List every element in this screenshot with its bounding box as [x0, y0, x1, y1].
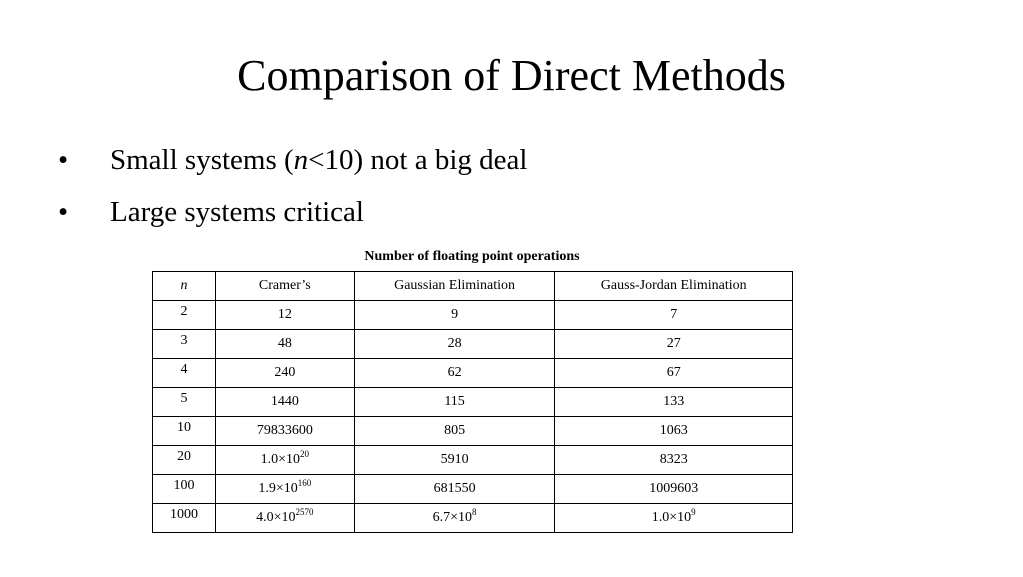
- cell-value: 7: [670, 307, 678, 322]
- cell-n: 1000: [153, 504, 216, 533]
- table-row: [153, 417, 793, 446]
- cell-gauss-jordan: [555, 417, 793, 446]
- cell-cramer: [215, 417, 354, 446]
- cell-value: 28: [447, 336, 462, 351]
- cell-cramer: [215, 301, 354, 330]
- cell-gauss-jordan: [555, 330, 793, 359]
- cell-gaussian: [354, 301, 555, 330]
- cell-n: 10: [153, 417, 216, 446]
- cell-value: 62: [447, 365, 462, 380]
- flops-table: [152, 271, 793, 533]
- cell-value: 1.0×10: [651, 510, 692, 525]
- cell-cramer: [215, 388, 354, 417]
- cell-gauss-jordan: [555, 301, 793, 330]
- cell-value: 9: [451, 307, 459, 322]
- cell-cramer: [215, 359, 354, 388]
- cell-value: 27: [666, 336, 681, 351]
- header-cramer: Cramer’s: [215, 272, 354, 301]
- cell-n: 3: [153, 330, 216, 359]
- cell-gaussian: [354, 417, 555, 446]
- cell-gauss-jordan: [555, 359, 793, 388]
- cell-gaussian: [354, 330, 555, 359]
- bullet-list: [58, 142, 527, 246]
- table-row: [153, 475, 793, 504]
- cell-n: 5: [153, 388, 216, 417]
- cell-gaussian: [354, 388, 555, 417]
- cell-value: 79833600: [256, 423, 313, 438]
- table-row: [153, 359, 793, 388]
- cell-n: 4: [153, 359, 216, 388]
- cell-cramer: [215, 446, 354, 475]
- cell-value: 681550: [433, 481, 476, 496]
- cell-exponent: 2570: [295, 507, 314, 517]
- cell-value: 1440: [270, 394, 299, 409]
- bullet-text-prefix: Small systems (: [110, 144, 294, 176]
- bullet-text: Large systems critical: [110, 196, 364, 228]
- table-row: [153, 446, 793, 475]
- cell-gauss-jordan: [555, 504, 793, 533]
- cell-exponent: 9: [691, 507, 696, 517]
- cell-gaussian: [354, 504, 555, 533]
- header-gaussian: Gaussian Elimination: [354, 272, 555, 301]
- cell-value: 240: [274, 365, 296, 380]
- table-row: [153, 301, 793, 330]
- cell-value: 1009603: [649, 481, 699, 496]
- cell-gaussian: [354, 475, 555, 504]
- cell-value: 1063: [659, 423, 688, 438]
- bullet-icon: •: [58, 196, 69, 228]
- cell-value: 805: [444, 423, 466, 438]
- cell-exponent: 8: [472, 507, 477, 517]
- cell-value: 12: [277, 307, 292, 322]
- cell-n: 2: [153, 301, 216, 330]
- table-header-row: [153, 272, 793, 301]
- cell-gaussian: [354, 359, 555, 388]
- bullet-text-suffix: <10) not a big deal: [308, 144, 528, 176]
- table-row: [153, 388, 793, 417]
- bullet-item: [58, 142, 527, 194]
- cell-exponent: 160: [297, 478, 312, 488]
- bullet-icon: •: [58, 144, 69, 176]
- cell-value: 1.9×10: [258, 481, 298, 496]
- header-gauss-jordan: Gauss-Jordan Elimination: [555, 272, 793, 301]
- cell-gauss-jordan: [555, 388, 793, 417]
- cell-gauss-jordan: [555, 446, 793, 475]
- bullet-item: [58, 194, 527, 246]
- cell-value: 133: [663, 394, 685, 409]
- cell-value: 48: [277, 336, 292, 351]
- cell-gauss-jordan: [555, 475, 793, 504]
- cell-value: 4.0×10: [256, 510, 296, 525]
- cell-value: 6.7×10: [432, 510, 473, 525]
- table-body: [153, 301, 793, 533]
- header-n: n: [153, 272, 216, 301]
- cell-value: 67: [666, 365, 681, 380]
- table-caption: Number of floating point operations: [364, 249, 580, 264]
- table-row: [153, 330, 793, 359]
- table-row: [153, 504, 793, 533]
- cell-value: 5910: [440, 452, 469, 467]
- cell-n: 20: [153, 446, 216, 475]
- cell-cramer: [215, 330, 354, 359]
- cell-cramer: [215, 475, 354, 504]
- cell-value: 115: [444, 394, 465, 409]
- cell-gaussian: [354, 446, 555, 475]
- bullet-variable: n: [293, 144, 309, 176]
- cell-value: 8323: [659, 452, 688, 467]
- cell-n: 100: [153, 475, 216, 504]
- cell-value: 1.0×10: [260, 452, 301, 467]
- cell-cramer: [215, 504, 354, 533]
- slide-title: Comparison of Direct Methods: [237, 51, 786, 100]
- cell-exponent: 20: [300, 449, 310, 459]
